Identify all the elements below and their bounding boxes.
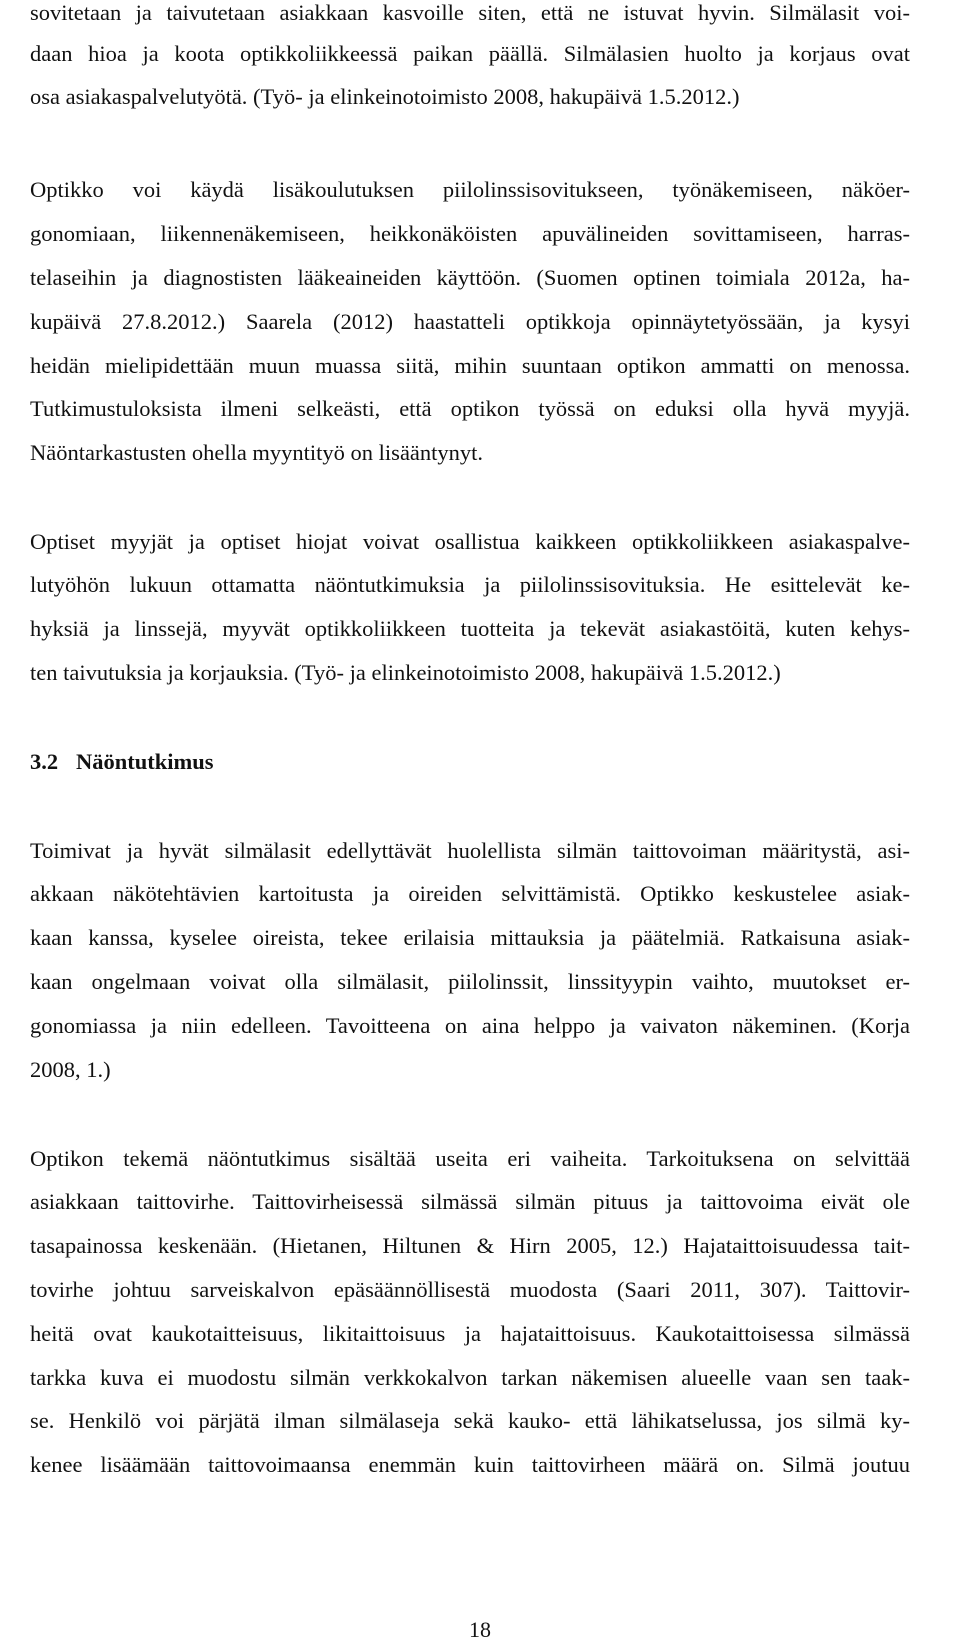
page-number: 18 — [469, 1617, 491, 1642]
text-line: kaan ongelmaan voivat olla silmälasit, piilolinssit, linssityypin vaihto, muutokset er- — [30, 969, 910, 994]
text-line: asiakkaan taittovirhe. Taittovirheisessä silmässä silmän pituus ja taittovoima eivät ole — [30, 1189, 910, 1214]
text-line: akkaan näkötehtävien kartoitusta ja oireiden selvittämistä. Optikko keskustelee asiak- — [30, 881, 910, 906]
section-title: Näöntutkimus — [76, 749, 214, 774]
text-line: Optikon tekemä näöntutkimus sisältää useita eri vaiheita. Tarkoituksena on selvittää — [30, 1146, 910, 1171]
text-line: gonomiaan, liikennenäkemiseen, heikkonäköisten apuvälineiden sovittamiseen, harras- — [30, 221, 910, 246]
text-line: kenee lisäämään taittovoimaansa enemmän kuin taittovirheen määrä on. Silmä joutuu — [30, 1452, 910, 1477]
text-line: Optikko voi käydä lisäkoulutuksen piilolinssisovitukseen, työnäkemiseen, näköer- — [30, 177, 910, 202]
text-line: daan hioa ja koota optikkoliikkeessä paikan päällä. Silmälasien huolto ja korjaus ovat — [30, 41, 910, 66]
text-line: 2008, 1.) — [30, 1057, 111, 1082]
text-line: telaseihin ja diagnostisten lääkeaineiden käyttöön. (Suomen optinen toimiala 2012a, ha- — [30, 265, 910, 290]
text-line: kaan kanssa, kyselee oireista, tekee erilaisia mittauksia ja päätelmiä. Ratkaisuna asiak- — [30, 925, 910, 950]
text-line: heitä ovat kaukotaitteisuus, likitaittoisuus ja hajataittoisuus. Kaukotaittoisessa silmässä — [30, 1321, 910, 1346]
text-line: Näöntarkastusten ohella myyntityö on lisääntynyt. — [30, 440, 484, 465]
text-line: sovitetaan ja taivutetaan asiakkaan kasvoille siten, että ne istuvat hyvin. Silmälasit voi- — [30, 0, 910, 25]
text-line: tasapainossa keskenään. (Hietanen, Hiltunen & Hirn 2005, 12.) Hajataittoisuudessa tait- — [30, 1233, 910, 1258]
text-line: tarkka kuva ei muodostu silmän verkkokalvon tarkan näkemisen alueelle vaan sen taak- — [30, 1365, 910, 1390]
text-line: Optiset myyjät ja optiset hiojat voivat osallistua kaikkeen optikkoliikkeen asiakaspalve- — [30, 529, 910, 554]
text-line: Tutkimustuloksista ilmeni selkeästi, että optikon työssä on eduksi olla hyvä myyjä. — [30, 396, 910, 421]
text-line: lutyöhön lukuun ottamatta näöntutkimuksia ja piilolinssisovituksia. He esittelevät ke- — [30, 572, 910, 597]
section-heading — [30, 747, 214, 777]
text-line: osa asiakaspalvelutyötä. (Työ- ja elinkeinotoimisto 2008, hakupäivä 1.5.2012.) — [30, 84, 740, 109]
text-line: kupäivä 27.8.2012.) Saarela (2012) haastatteli optikkoja opinnäytetyössään, ja kysyi — [30, 309, 910, 334]
text-line: Toimivat ja hyvät silmälasit edellyttävät huolellista silmän taittovoiman määritystä, asi- — [30, 838, 910, 863]
text-line: heidän mielipidettään muun muassa siitä, mihin suuntaan optikon ammatti on menossa. — [30, 353, 910, 378]
text-line: gonomiassa ja niin edelleen. Tavoitteena on aina helppo ja vaivaton näkeminen. (Korja — [30, 1013, 910, 1038]
section-number: 3.2 — [30, 749, 59, 774]
text-line: tovirhe johtuu sarveiskalvon epäsäännöllisestä muodosta (Saari 2011, 307). Taittovir- — [30, 1277, 910, 1302]
text-line: hyksiä ja linssejä, myyvät optikkoliikkeen tuotteita ja tekevät asiakastöitä, kuten kehys- — [30, 616, 910, 641]
text-line: ten taivutuksia ja korjauksia. (Työ- ja elinkeinotoimisto 2008, hakupäivä 1.5.2012.) — [30, 660, 781, 685]
text-line: se. Henkilö voi pärjätä ilman silmälaseja sekä kauko- että lähikatselussa, jos silmä ky- — [30, 1408, 910, 1433]
